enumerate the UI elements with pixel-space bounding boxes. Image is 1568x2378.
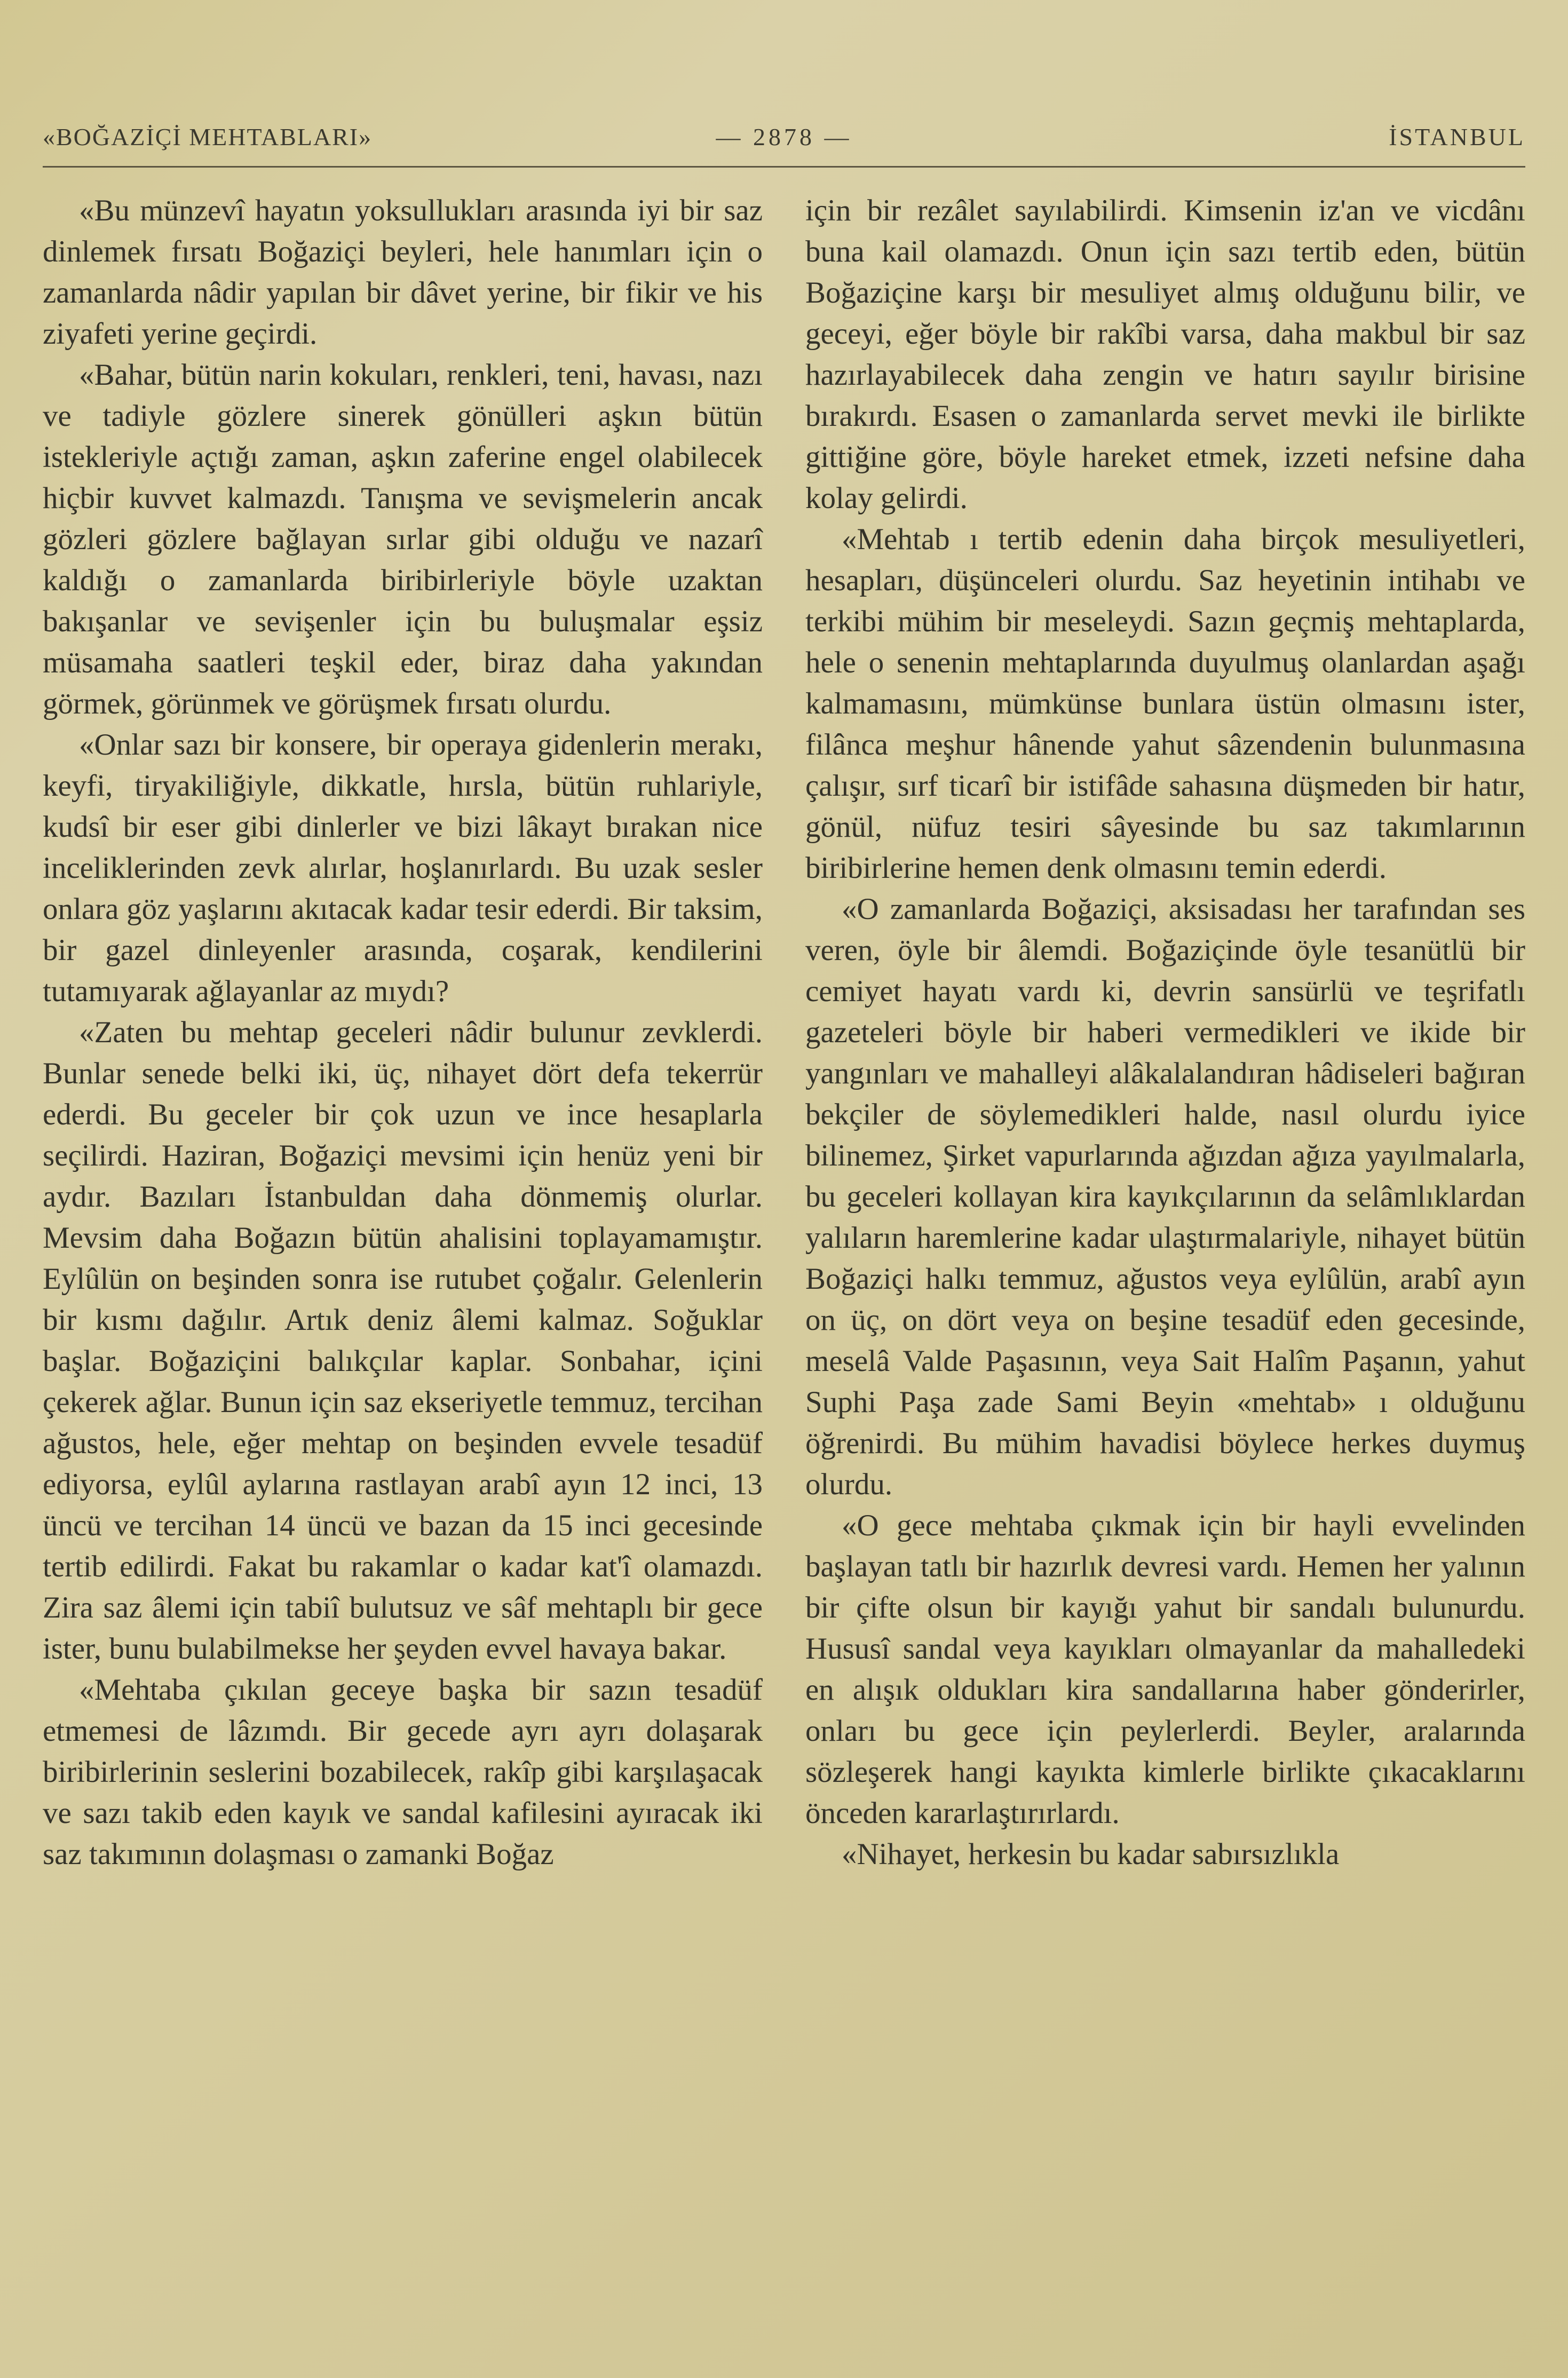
paragraph: «Bahar, bütün narin kokuları, renkleri, teni, havası, nazı ve tadiyle gözlere sinerek gönülleri aşkın bütün istekleriyle açtığı zaman, aşkın zaferine engel olabilecek hiçbir kuvvet kalmazdı. Tanışma ve sevişmelerin ancak gözleri gözlere bağlayan sırlar gibi olduğu ve nazarî kaldığı o zamanlarda biribirleriyle böyle uzaktan bakışanlar ve sevişenler için bu buluşmalar eşsiz müsamaha saatleri teşkil eder, biraz daha yakından görmek, görünmek ve görüşmek fırsatı olurdu. xyxy=(43,358,763,720)
edition-title: İSTANBUL xyxy=(1389,123,1525,150)
left-column xyxy=(43,190,763,1875)
paragraph: «Bu münzevî hayatın yoksullukları arasında iyi bir saz dinlemek fırsatı Boğaziçi beyleri, hele hanımları için o zamanlarda nâdir yapılan bir dâvet yerine, bir fikir ve his ziyafeti yerine geçirdi. xyxy=(43,194,763,351)
header-divider xyxy=(43,166,1525,168)
paragraph: «Mehtaba çıkılan geceye başka bir sazın tesadüf etmemesi de lâzımdı. Bir gecede ayrı ayrı dolaşarak biribirlerinin seslerini bozabilecek, rakîp gibi karşılaşacak ve sazı takib eden kayık ve sandal kafilesini ayıracak iki saz takımının dolaşması o zamanki Boğaz xyxy=(43,1673,763,1871)
paragraph: «Mehtab ı tertib edenin daha birçok mesuliyetleri, hesapları, düşünceleri olurdu. Saz heyetinin intihabı ve terkibi mühim bir meseleydi. Sazın geçmiş mehtaplarda, hele o senenin mehtaplarında duyulmuş olanlardan aşağı kalmamasını, mümkünse bunlara üstün olmasını ister, filânca meşhur hânende yahut sâzendenin bulunmasına çalışır, sırf ticarî bir istifâde sahasına düşmeden bir hatır, gönül, nüfuz tesiri sâyesinde bu saz takımlarının biribirlerine hemen denk olmasını temin ederdi. xyxy=(805,522,1525,885)
right-column xyxy=(805,190,1525,1875)
article-body xyxy=(43,190,1525,1875)
running-title: «BOĞAZİÇİ MEHTABLARI» xyxy=(43,123,373,150)
page-header xyxy=(43,123,1525,151)
paragraph: «Zaten bu mehtap geceleri nâdir bulunur zevklerdi. Bunlar senede belki iki, üç, nihayet dört defa tekerrür ederdi. Bu geceler bir çok uzun ve ince hesaplarla seçilirdi. Haziran, Boğaziçi mevsimi için henüz yeni bir aydır. Bazıları İstanbuldan daha dönmemiş olurlar. Mevsim daha Boğazın bütün ahalisini toplayamamıştır. Eylûlün on beşinden sonra ise rutubet çoğalır. Gelenlerin bir kısmı dağılır. Artık deniz âlemi kalmaz. Soğuklar başlar. Boğaziçini balıkçılar kaplar. Sonbahar, içini çekerek ağlar. Bunun için saz ekseriyetle temmuz, tercihan ağustos, hele, eğer mehtap on beşinden evvele tesadüf ediyorsa, eylûl aylarına rastlayan arabî ayın 12 inci, 13 üncü ve tercihan 14 üncü ve bazan da 15 inci gecesinde tertib edilirdi. Fakat bu rakamlar o kadar kat'î olamazdı. Zira saz âlemi için tabiî bulutsuz ve sâf mehtaplı bir gece ister, bunu bulabilmekse her şeyden evvel havaya bakar. xyxy=(43,1016,763,1666)
paragraph-continuation: için bir rezâlet sayılabilirdi. Kimsenin iz'an ve vicdânı buna kail olamazdı. Onun için sazı tertib eden, bütün Boğaziçine karşı bir mesuliyet almış olduğunu bilir, ve geceyi, eğer böyle bir rakîbi varsa, daha makbul bir saz hazırlayabilecek daha zengin ve hatırı sayılır birisine bırakırdı. Esasen o zamanlarda servet mevki ile birlikte gittiğine göre, böyle hareket etmek, izzeti nefsine daha kolay gelirdi. xyxy=(805,194,1525,515)
paragraph: «Onlar sazı bir konsere, bir operaya gidenlerin merakı, keyfi, tiryakiliğiyle, dikkatle, hırsla, bütün ruhlariyle, kudsî bir eser gibi dinlerler ve bizi lâkayt bırakan nice inceliklerinden zevk alırlar, hoşlanırlardı. Bu uzak sesler onlara göz yaşlarını akıtacak kadar tesir ederdi. Bir taksim, bir gazel dinleyenler arasında, coşarak, kendilerini tutamıyarak ağlayanlar az mıydı? xyxy=(43,728,763,1008)
paragraph: «Nihayet, herkesin bu kadar sabırsızlıkla xyxy=(842,1837,1340,1871)
page-number: — 2878 — xyxy=(716,123,852,150)
paragraph: «O gece mehtaba çıkmak için bir hayli evvelinden başlayan tatlı bir hazırlık devresi vardı. Hemen her yalının bir çifte olsun bir kayığı yahut bir sandalı bulunurdu. Hususî sandal veya kayıkları olmayanlar da mahalledeki en alışık oldukları kira sandallarına haber gönderirler, onları bu gece için peylerlerdi. Beyler, aralarında sözleşerek hangi kayıkta kimlerle birlikte çıkacaklarını önceden kararlaştırırlardı. xyxy=(805,1509,1525,1830)
paragraph: «O zamanlarda Boğaziçi, aksisadası her tarafından ses veren, öyle bir âlemdi. Boğaziçinde öyle tesanütlü bir cemiyet hayatı vardı ki, devrin sansürlü ve teşrifatlı gazeteleri böyle bir haberi vermedikleri ve ikide bir yangınları ve mahalleyi alâkalalandıran hâdiseleri bağıran bekçiler de söylemedikleri halde, nasıl olurdu iyice bilinemez, Şirket vapurlarında ağızdan ağıza yayılmalarla, bu geceleri kollayan kira kayıkçılarının da selâmlıklardan yalıların haremlerine kadar ulaştırmalariyle, nihayet bütün Boğaziçi halkı temmuz, ağustos veya eylûlün, arabî ayın on üç, on dört veya on beşine tesadüf eden gecesinde, meselâ Valde Paşasının, veya Sait Halîm Paşanın, yahut Suphi Paşa zade Sami Beyin «mehtab» ı olduğunu öğrenirdi. Bu mühim havadisi böylece herkes duymuş olurdu. xyxy=(805,892,1525,1501)
